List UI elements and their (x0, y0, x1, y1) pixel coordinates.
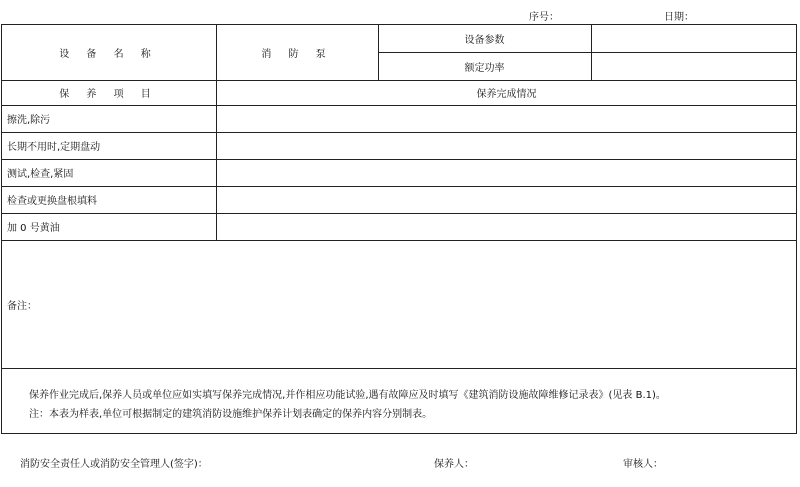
maintenance-item-status[interactable] (216, 213, 797, 240)
date-label: 日期： (664, 12, 694, 23)
responsible-person-signature-label: 消防安全责任人或消防安全管理人(签字)： (20, 459, 208, 470)
equipment-name-label: 设 备 名 称 (59, 48, 158, 60)
maintenance-item-status[interactable] (216, 186, 797, 213)
rated-power-value[interactable] (591, 52, 797, 80)
maintenance-item-label: 检查或更换盘根填料 (7, 196, 97, 207)
maintenance-item-label: 擦洗,除污 (7, 115, 51, 126)
remarks-value[interactable] (101, 240, 797, 368)
row-divider (1, 368, 797, 369)
maintenance-item-label: 长期不用时,定期盘动 (7, 142, 101, 153)
maintenance-status-header: 保养完成情况 (476, 89, 537, 100)
maintenance-item-label: 加 0 号黄油 (7, 223, 60, 234)
maintenance-item-label: 测试,检查,紧固 (7, 169, 74, 180)
equipment-param-value[interactable] (591, 24, 797, 52)
equipment-param-label: 设备参数 (464, 34, 505, 46)
reviewer-signature-label: 审核人： (623, 459, 663, 470)
maintenance-instruction-note: 保养作业完成后,保养人员或单位应如实填写保养完成情况,并作相应功能试验,遇有故障应及时填写《建筑消防设施故障维修记录表》(见表 B.1)。 (29, 390, 666, 401)
maintenance-item-header: 保 养 项 目 (59, 89, 158, 100)
remarks-label: 备注： (7, 300, 37, 312)
maintenance-item-status[interactable] (216, 159, 797, 186)
serial-number-label: 序号： (529, 12, 559, 23)
maintenance-item-status[interactable] (216, 105, 797, 132)
maintainer-signature-label: 保养人： (434, 459, 474, 470)
equipment-name-value: 消 防 泵 (261, 48, 333, 60)
rated-power-label: 额定功率 (464, 62, 505, 74)
sample-table-note: 注：本表为样表,单位可根据制定的建筑消防设施维护保养计划表确定的保养内容分别制表。 (29, 409, 433, 420)
maintenance-item-status[interactable] (216, 132, 797, 159)
